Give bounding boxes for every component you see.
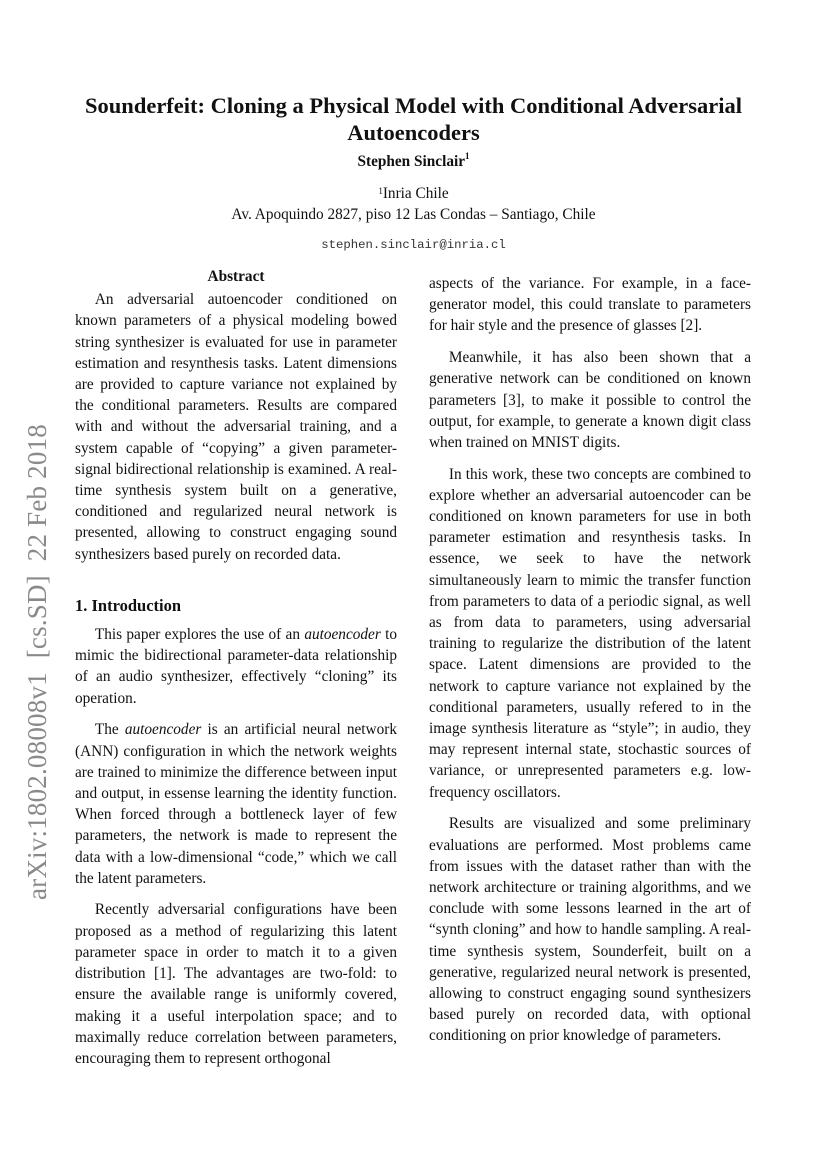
abstract-text: An adversarial autoencoder conditioned on known parameters of a physical modeling bowed string synthesizer is evaluated for use in parameter estimation and resynthesis tasks. Latent dimensions are provided to capture variance not explained by the conditional parameters. Results are compared with and without the adversarial training, and a system capable of “copying” a given parameter-signal bidirectional relationship is examined. A real-time synthesis system built on a generative, conditioned and regularized neural network is presented, allowing to construct engaging sound synthesizers based purely on recorded data. (75, 291, 397, 563)
intro-paragraph-3-continued: aspects of the variance. For example, in a face-generator model, this could translate to parameters for hair style and the presence of glasses [2]. (429, 275, 751, 335)
affiliation-name-line (0, 183, 827, 204)
intro-paragraph-2 (75, 719, 397, 889)
affiliation (0, 183, 827, 225)
author-line (0, 153, 827, 171)
intro-paragraph-3: Recently adversarial configurations have been proposed as a method of regularizing this latent parameter space in order to match it to a given distribution [1]. The advantages are two-fold: to ensure the available range is uniformly covered, making it a useful interpolation space; and to maximally reduce correlation between parameters, encouraging them to represent orthogonal (75, 901, 397, 1067)
author-name: Stephen Sinclair (357, 153, 466, 170)
author-email: stephen.sinclair@inria.cl (321, 238, 506, 252)
p2-text-b: is an artificial neural network (ANN) configuration in which the network weights are trained to minimize the difference between input and output, in essense learning the identity function. When forced through a bottleneck layer of few parameters, the network is made to represent the data with a low-dimensional “code,” which we call the latent parameters. (75, 721, 397, 887)
affiliation-address: Av. Apoquindo 2827, piso 12 Las Condas – Santiago, Chile (231, 206, 596, 223)
intro-paragraph-5: In this work, these two concepts are combined to explore whether an adversarial autoencoder can be conditioned on known parameters for use in both parameter estimation and resynthesis tasks. In essence, we seek to have the network simultaneously learn to mimic the transfer function from parameters to data of a periodic signal, as well as from data to parameters, using adversarial training to regularize the distribution of the latent space. Latent dimensions are provided to the network to capture variance not explained by the conditional parameters, usually refered to in the image synthesis literature as “style”; in audio, they may represent internal state, stochastic sources of variance, or unrepresented parameters e.g. low-frequency oscillators. (429, 465, 751, 801)
abstract-heading: Abstract (207, 268, 265, 285)
author-superscript: 1 (465, 151, 470, 161)
p1-text-a: This paper explores the use of an (94, 626, 305, 644)
intro-paragraph-6: Results are visualized and some preliminary evaluations are performed. Most problems came from issues with the dataset rather than with the network architecture or training algorithms, and we conclude with some lessons learned in the art of “synth cloning” and how to handle sampling. A real-time synthesis system, Sounderfeit, built on a generative, regularized neural network is presented, allowing to construct engaging sound synthesizers based purely on recorded data, with optional conditioning on prior knowledge of parameters. (429, 815, 751, 1045)
p2-text-a: The (94, 721, 125, 739)
p1-emphasis: autoencoder (304, 626, 381, 644)
arxiv-stamp: arXiv:1802.08008v1 [cs.SD] 22 Feb 2018 (22, 424, 52, 900)
affiliation-superscript: 1 (378, 186, 383, 196)
p2-emphasis: autoencoder (124, 721, 202, 739)
affiliation-name: Inria Chile (382, 185, 449, 202)
intro-paragraph-4: Meanwhile, it has also been shown that a generative network can be conditioned on known parameters [3], to make it possible to control the output, for example, to generate a known digit class when trained on MNIST digits. (429, 349, 751, 451)
paper-title: Sounderfeit: Cloning a Physical Model with Conditional Adversarial Autoencoders (85, 93, 742, 145)
right-column (429, 273, 751, 1057)
introduction-heading: 1. Introduction (75, 595, 182, 615)
p1-text-b: to mimic the bidirectional parameter-data relationship of an audio synthesizer, effectively “cloning” its operation. (75, 626, 397, 707)
intro-paragraph-1 (75, 624, 397, 709)
left-column (75, 266, 397, 1080)
